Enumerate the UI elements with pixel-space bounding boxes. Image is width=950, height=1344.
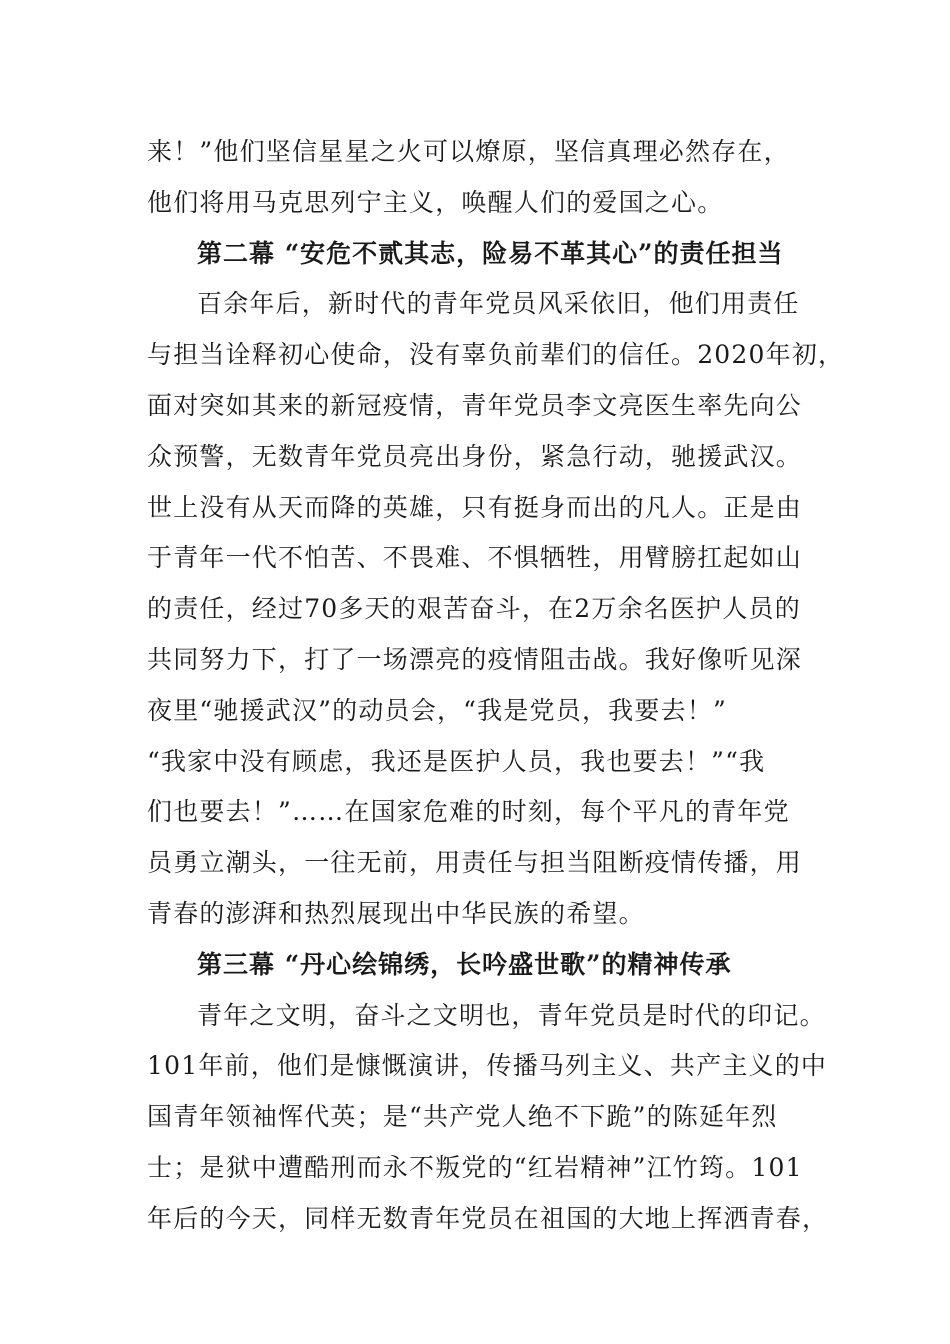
text-line: 的责任，经过70多天的艰苦奋斗，在2万余名医护人员的 — [147, 594, 801, 624]
text-line: 他们将用马克思列宁主义，唤醒人们的爱国之心。 — [147, 187, 724, 217]
text-line: 101年前，他们是慷慨演讲，传播马列主义、共产主义的中 — [147, 1051, 828, 1081]
text-line: 员勇立潮头，一往无前，用责任与担当阻断疫情传播，用 — [147, 848, 803, 878]
text-line: 于青年一代不怕苦、不畏难、不惧牺牲，用臂膀扛起如山 — [147, 543, 803, 573]
section-heading-act-two: 第二幕 “安危不贰其志，险易不革其心”的责任担当 — [197, 238, 784, 268]
text-line: 与担当诠释初心使命，没有辜负前辈们的信任。2020年初， — [147, 340, 845, 370]
text-line: 面对突如其来的新冠疫情，青年党员李文亮医生率先向公 — [147, 390, 803, 420]
text-line: 世上没有从天而降的英雄，只有挺身而出的凡人。正是由 — [147, 492, 803, 522]
document-body — [147, 127, 845, 1245]
text-line: “我家中没有顾虑，我还是医护人员，我也要去！”“我 — [147, 746, 766, 776]
text-line: 们也要去！”……在国家危难的时刻，每个平凡的青年党 — [147, 797, 790, 827]
text-line: 国青年领袖恽代英；是“共产党人绝不下跪”的陈延年烈 — [147, 1102, 778, 1132]
section-heading-act-three: 第三幕 “丹心绘锦绣，长吟盛世歌”的精神传承 — [197, 949, 732, 979]
text-line: 夜里“驰援武汉”的动员会，“我是党员，我要去！” — [147, 695, 727, 725]
paragraph-start-line: 青年之文明，奋斗之文明也，青年党员是时代的印记。 — [197, 1000, 826, 1030]
text-line: 士；是狱中遭酷刑而永不叛党的“红岩精神”江竹筠。101 — [147, 1152, 803, 1182]
text-line: 青春的澎湃和热烈展现出中华民族的希望。 — [147, 898, 645, 928]
paragraph-start-line: 百余年后，新时代的青年党员风采依旧，他们用责任 — [197, 289, 800, 319]
text-line: 年后的今天，同样无数青年党员在祖国的大地上挥洒青春， — [147, 1203, 829, 1233]
text-line: 来！”他们坚信星星之火可以燎原，坚信真理必然存在， — [147, 137, 790, 166]
text-line: 众预警，无数青年党员亮出身份，紧急行动，驰援武汉。 — [147, 441, 803, 471]
text-line: 共同努力下，打了一场漂亮的疫情阻击战。我好像听见深 — [147, 644, 803, 674]
